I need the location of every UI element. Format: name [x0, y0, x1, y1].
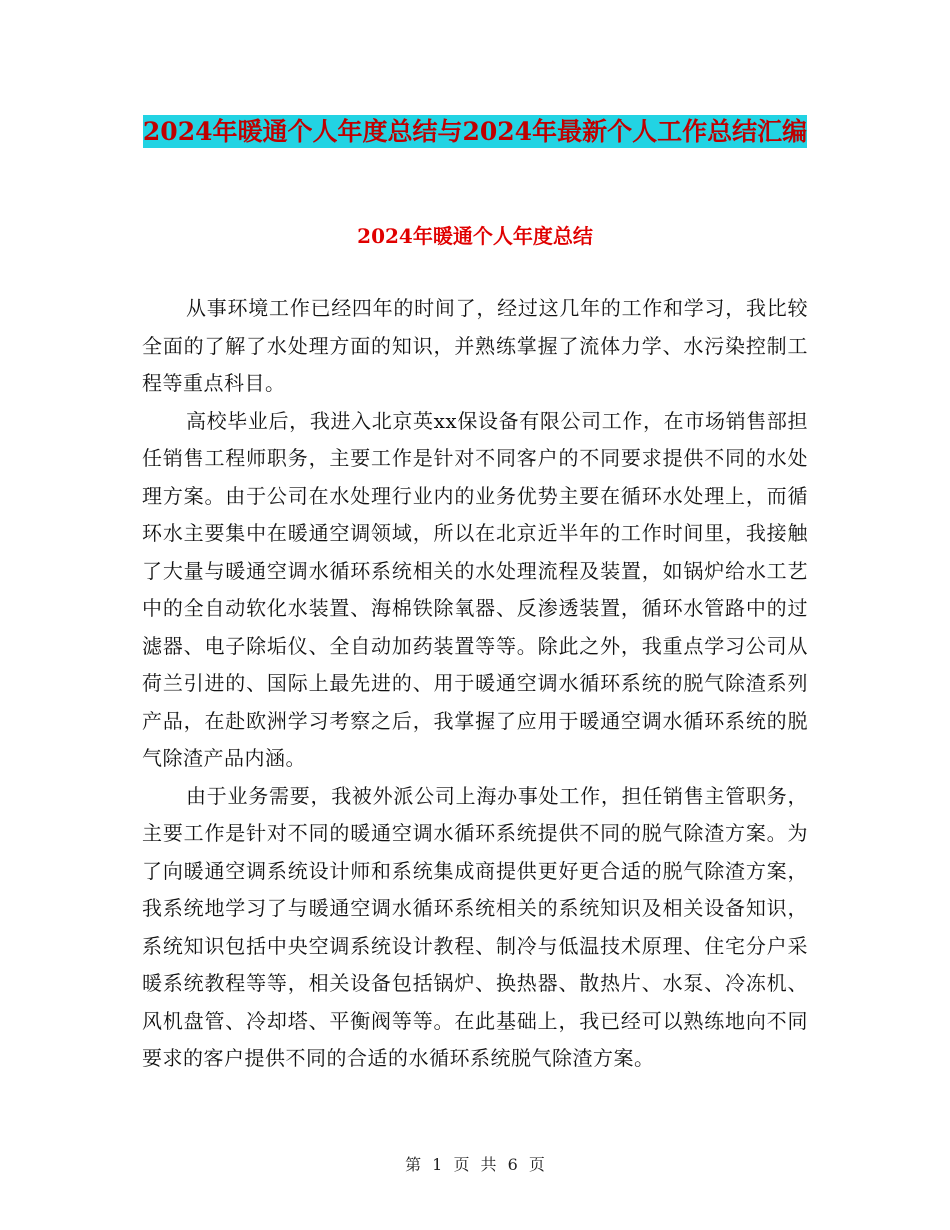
page-footer: 第 1 页 共 6 页	[405, 1155, 545, 1174]
paragraph: 从事环境工作已经四年的时间了，经过这几年的工作和学习，我比较全面的了解了水处理方面的知识，并熟练掌握了流体力学、水污染控制工程等重点科目。	[142, 296, 808, 395]
document-body	[142, 290, 808, 1078]
paragraph: 由于业务需要，我被外派公司上海办事处工作，担任销售主管职务，主要工作是针对不同的暖通空调水循环系统提供不同的脱气除渣方案。为了向暖通空调系统设计师和系统集成商提供更好更合适的脱气除渣方案，我系统地学习了与暖通空调水循环系统相关的系统知识及相关设备知识，系统知识包括中央空调系统设计教程、制冷与低温技术原理、住宅分户采暖系统教程等等，相关设备包括锅炉、换热器、散热片、水泵、冷冻机、风机盘管、冷却塔、平衡阀等等。在此基础上，我已经可以熟练地向不同要求的客户提供不同的合适的水循环系统脱气除渣方案。	[142, 783, 808, 1070]
document-title	[142, 112, 808, 152]
paragraph: 高校毕业后，我进入北京英xx保设备有限公司工作，在市场销售部担任销售工程师职务，主要工作是针对不同客户的不同要求提供不同的水处理方案。由于公司在水处理行业内的业务优势主要在循环水处理上，而循环水主要集中在暖通空调领域，所以在北京近半年的工作时间里，我接触了大量与暖通空调水循环系统相关的水处理流程及装置，如锅炉给水工艺中的全自动软化水装置、海棉铁除氧器、反渗透装置，循环水管路中的过滤器、电子除垢仪、全自动加药装置等等。除此之外，我重点学习公司从荷兰引进的、国际上最先进的、用于暖通空调水循环系统的脱气除渣系列产品，在赴欧洲学习考察之后，我掌握了应用于暖通空调水循环系统的脱气除渣产品内涵。	[142, 408, 808, 770]
section-title: 2024年暖通个人年度总结	[357, 224, 593, 248]
document-title-text: 2024年暖通个人年度总结与2024年最新个人工作总结汇编	[142, 117, 808, 146]
